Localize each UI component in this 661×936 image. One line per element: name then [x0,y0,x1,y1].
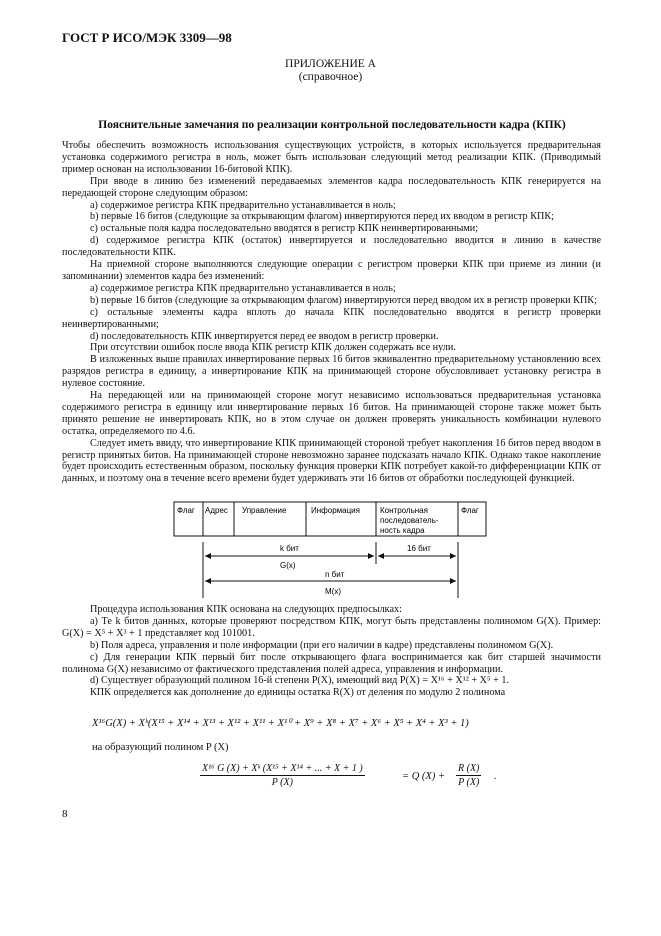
k-bits-label: k бит [280,544,299,553]
field-flag-start: Флаг [177,506,195,515]
paragraph: На передающей или на принимающей стороне могут независимо использоваться предварительная установка содержимого регистра в единицу или инвертирование первых 16 битов. На принимающей стороне также может быть принято решение не инвертировать КПК, но в этом случае он должен проверять уникальность комбинации нулевого остатка, определяемого по 4.6. [62,390,601,437]
equation-middle: = Q (X) + [402,771,446,782]
equation-label: на образующий полином P (X) [92,742,229,753]
frame-diagram [170,498,490,608]
paragraph: Следует иметь ввиду, что инвертирование КПК принимающей стороной требует накопления 16 битов перед вводом в регистр принятых битов. На принимающей стороне невозможно заранее подсказать начало КПК. Однако такое накопление будет происходить естественным образом, поскольку функция проверки КПК потребует какой-то дифференциации КПК от данных, и поэтому она в течение всего времени будет удерживать эти 16 битов от обработки последующей функцией. [62,437,601,485]
body-text-2 [62,604,601,699]
paragraph: При отсутствии ошибок после ввода КПК регистр КПК должен содержать все нули. [90,342,456,354]
field-information: Информация [311,506,360,515]
paragraph: b) Поля адреса, управления и поле информации (при его наличии в кадре) представлены полиномом G(X). [90,639,554,651]
paragraph: a) Те k битов данных, которые проверяют посредством КПК, могут быть представлены полиномом G(X). Пример: G(X) = X⁵ + X³ + 1 представляет код 101001. [62,615,601,639]
field-control: Управление [242,506,287,515]
gx-label: G(x) [280,561,296,570]
paragraph: При вводе в линию без изменений передаваемых элементов кадра последовательность КПК генерируется на передающей стороне следующим образом: [62,175,601,199]
paragraph: b) первые 16 битов (следующие за открывающим флагом) инвертируются перед их вводом в регистр КПК; [90,211,554,223]
paragraph: a) содержимое регистра КПК предварительно устанавливается в ноль; [90,199,396,211]
n-bits-label: n бит [325,570,345,579]
field-fcs: Контрольная последователь- ность кадра [380,506,439,535]
fraction-main-denominator: P (X) [271,777,293,788]
section-title: Пояснительные замечания по реализации контрольной последовательности кадра (КПК) [98,119,566,131]
appendix-title: ПРИЛОЖЕНИЕ А [285,58,376,70]
paragraph: c) Для генерации КПК первый бит после открывающего флага воспринимается как бит старшей значимости полинома G(X) независимо от фактического представления полей адреса, управления и информации. [62,651,601,675]
fraction-remainder-numerator: R (X) [458,763,480,774]
paragraph: На приемной стороне выполняются следующие операции с регистром проверки КПК при приеме из линии (и запоминании) элементов кадра без изменений: [62,259,601,282]
fraction-remainder [456,763,481,788]
paragraph: d) Существует образующий полином 16-й степени P(X), имеющий вид P(X) = X¹⁶ + X¹² + X⁵ + 1. [90,675,510,687]
appendix-heading [0,58,661,84]
field-flag-end: Флаг [461,506,479,515]
equation-polynomial: X¹⁶G(X) + Xᵏ(X¹⁵ + X¹⁴ + X¹³ + X¹² + X¹¹ + X¹⁰ + X⁹ + X⁸ + X⁷ + X⁶ + X⁵ + X⁴ + X³ + 1) [92,718,469,729]
paragraph: В изложенных выше правилах инвертирование первых 16 битов эквивалентно предварительному установлению всех разрядов регистра в единицу, а инвертирование КПК на принимающей стороне обусловливает установку регистра в нулевое состояние. [62,354,601,390]
page-number: 8 [62,808,68,820]
appendix-subtitle: (справочное) [298,71,363,83]
paragraph: c) остальные элементы кадра вплоть до начала КПК последовательно вводятся в регистр проверки неинвертированными; [62,306,601,330]
body-text [62,140,601,485]
fraction-remainder-denominator: P (X) [458,777,480,788]
frame-diagram-svg [170,498,490,608]
paragraph: a) содержимое регистра КПК предварительно устанавливается в ноль; [90,282,396,294]
equation-end: . [494,771,497,782]
paragraph: Процедура использования КПК основана на следующих предпосылках: [90,604,402,615]
paragraph: d) содержимое регистра КПК (остаток) инвертируется и последовательно вводится в линию в качестве последовательности КПК. [62,235,601,259]
mx-label: M(x) [325,587,341,596]
paragraph: c) остальные поля кадра последовательно вводятся в регистр КПК неинвертированными; [90,223,479,235]
16-bits-label: 16 бит [407,544,431,553]
field-address: Адрес [205,506,228,515]
paragraph: b) первые 16 битов (следующие за открывающим флагом) инвертируются перед вводом их в регистр проверки КПК; [90,294,597,306]
paragraph: d) последовательность КПК инвертируется перед ее вводом в регистр проверки. [90,330,439,342]
fraction-main-numerator: X¹⁶ G (X) + Xᵏ (X¹⁵ + X¹⁴ + ... + X + 1 ) [202,763,363,774]
fraction-main [200,763,365,788]
paragraph: Чтобы обеспечить возможность использования существующих устройств, в которых используется предварительная установка содержимого регистра в ноль, может быть использован следующий метод реализации КПК. (Приводимый пример основан на использовании 16-битовой КПК). [62,140,601,175]
document-header: ГОСТ Р ИСО/МЭК 3309—98 [62,30,232,45]
paragraph: КПК определяется как дополнение до единицы остатка R(X) от деления по модулю 2 полинома [90,687,506,699]
